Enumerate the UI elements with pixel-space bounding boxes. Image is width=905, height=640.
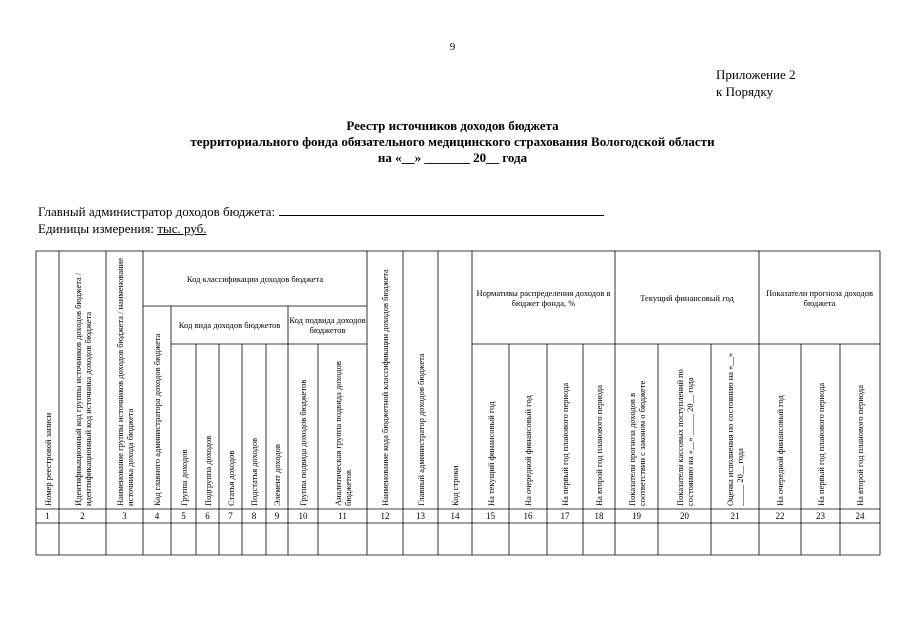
header-current-year: Текущий финансовый год bbox=[640, 292, 734, 303]
column-header-22: На очередной финансовый год bbox=[775, 395, 785, 506]
column-number-2: 2 bbox=[80, 511, 85, 521]
column-number-4: 4 bbox=[154, 511, 160, 521]
column-number-19: 19 bbox=[632, 511, 641, 521]
column-number-6: 6 bbox=[205, 511, 210, 521]
column-header-21: Оценка исполнения по состоянию на «__» _____ 20__ года bbox=[725, 352, 745, 506]
column-header-11: Аналитическая группа подвида доходов бюджетов bbox=[332, 361, 353, 506]
header-subtype-group: Код подвида доходов бюджетов bbox=[289, 315, 366, 335]
title-line-3: на «__» _______ 20__ года bbox=[377, 150, 528, 165]
column-number-23: 23 bbox=[816, 511, 825, 521]
column-number-11: 11 bbox=[338, 511, 347, 521]
column-header-7: Статья доходов bbox=[225, 450, 236, 506]
column-number-7: 7 bbox=[228, 511, 233, 521]
column-header-15: На текущий финансовый год bbox=[485, 401, 496, 506]
column-number-20: 20 bbox=[680, 511, 689, 521]
admin-label: Главный администратор доходов бюджета: bbox=[38, 204, 276, 219]
column-header-8: Подстатья доходов bbox=[249, 437, 259, 506]
column-number-22: 22 bbox=[775, 511, 785, 521]
column-header-24: На второй год планового периода bbox=[855, 384, 865, 506]
column-number-18: 18 bbox=[594, 511, 604, 521]
column-header-2: Идентификационный код группы источников доходов бюджета / идентификационный код источника доходов бюджета bbox=[72, 272, 93, 506]
units-value: тыс. руб. bbox=[157, 221, 207, 236]
column-number-10: 10 bbox=[298, 511, 308, 521]
header-classification: Код классификации доходов бюджета bbox=[186, 273, 324, 284]
column-header-13: Главный администратор доходов бюджета bbox=[415, 353, 426, 506]
column-number-17: 17 bbox=[560, 511, 570, 521]
column-header-12: Наименование кода бюджетной классификации доходов бюджета bbox=[380, 269, 390, 506]
column-header-6: Подгруппа доходов bbox=[202, 435, 213, 506]
column-header-9: Элемент доходов bbox=[272, 444, 282, 506]
column-header-16: На очередной финансовый год bbox=[523, 395, 533, 506]
column-number-14: 14 bbox=[450, 511, 460, 521]
column-header-20: Показатели кассовых поступлений по состоянию на «__» _____ 20__ года bbox=[674, 369, 695, 506]
column-number-16: 16 bbox=[523, 511, 533, 521]
column-number-8: 8 bbox=[251, 511, 257, 521]
column-header-19: Показатели прогноза доходов в соответствии с законом о бюджете bbox=[626, 380, 647, 506]
column-number-3: 3 bbox=[122, 511, 127, 521]
column-number-1: 1 bbox=[45, 511, 50, 521]
column-number-9: 9 bbox=[274, 511, 280, 521]
header-forecast: Показатели прогноза доходов бюджета bbox=[766, 287, 873, 308]
column-header-14: Код строки bbox=[450, 465, 460, 506]
column-header-10: Группа подвида доходов бюджетов bbox=[298, 379, 308, 506]
header-type-group: Код вида доходов бюджетов bbox=[178, 320, 281, 330]
column-header-3: Наименование группы источников доходов бюджета / наименование источника дохода бюджета bbox=[114, 258, 135, 506]
column-header-4: Код главного администратора доходов бюджета bbox=[152, 333, 162, 506]
appendix-line-2: к Порядку bbox=[716, 84, 774, 99]
column-header-1: Номер реестровой записи bbox=[42, 412, 53, 506]
page-number: 9 bbox=[449, 41, 456, 53]
column-number-15: 15 bbox=[486, 511, 495, 521]
appendix-line-1: Приложение 2 bbox=[716, 67, 796, 82]
column-number-24: 24 bbox=[855, 511, 865, 521]
units-label: Единицы измерения: bbox=[38, 221, 155, 236]
header-norms: Нормативы распределения доходов в бюджет фонда, % bbox=[476, 287, 611, 308]
column-header-23: На первый год планового периода bbox=[815, 382, 826, 506]
column-number-5: 5 bbox=[181, 511, 186, 521]
column-header-17: На первый год планового периода bbox=[560, 382, 570, 506]
column-number-21: 21 bbox=[730, 511, 740, 521]
column-header-5: Группа доходов bbox=[178, 449, 189, 506]
column-number-13: 13 bbox=[416, 511, 425, 521]
title-line-2: территориального фонда обязательного медицинского страхования Вологодской области bbox=[190, 134, 715, 149]
column-header-18: На второй год планового периода bbox=[594, 384, 604, 506]
column-number-12: 12 bbox=[380, 511, 390, 521]
title-line-1: Реестр источников доходов бюджета bbox=[346, 118, 559, 133]
